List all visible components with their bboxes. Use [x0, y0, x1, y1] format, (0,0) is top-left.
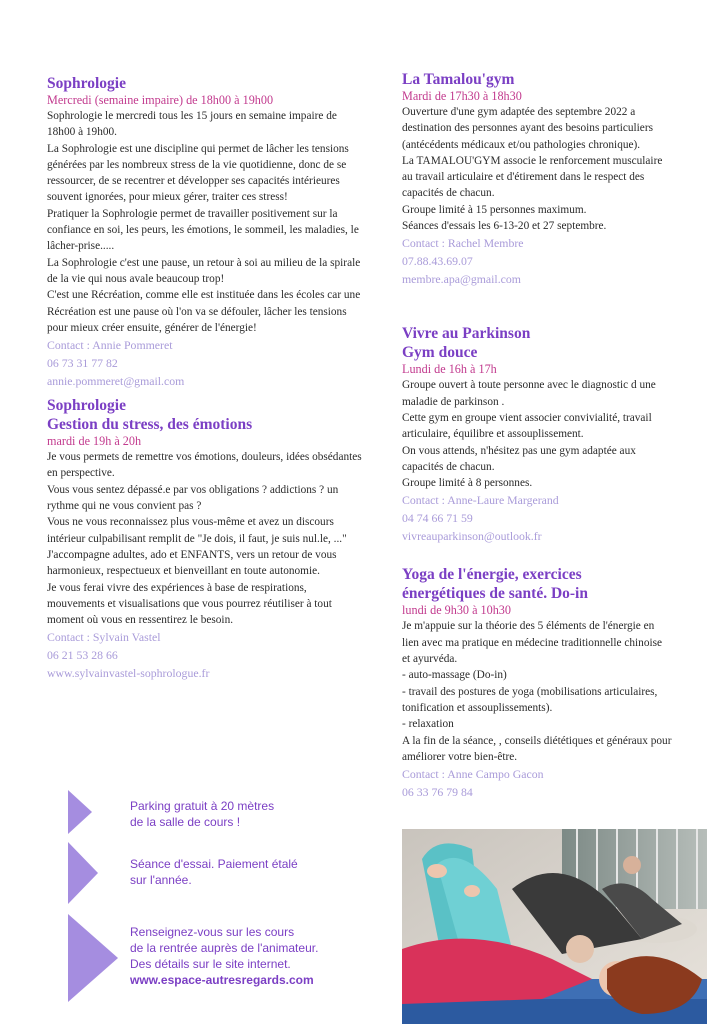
section-title: Sophrologie	[47, 75, 126, 92]
paragraph: On vous attends, n'hésitez pas une gym adaptée aux capacités de chacun.	[402, 444, 636, 473]
gym-class-photo	[402, 829, 707, 1024]
section-schedule: Lundi de 16h à 17h	[402, 362, 497, 377]
contact-name: Contact : Anne-Laure Margerand	[402, 493, 559, 508]
yoga-section	[402, 565, 672, 801]
tamalou-section	[402, 70, 672, 288]
contact-phone[interactable]: 04 74 66 71 59	[402, 511, 473, 526]
section-schedule: mardi de 19h à 20h	[47, 434, 142, 449]
paragraph: Groupe ouvert à toute personne avec le diagnostic d une maladie de parkinson .	[402, 379, 656, 408]
contact-phone[interactable]: 06 73 31 77 82	[47, 356, 118, 371]
parkinson-section	[402, 324, 672, 545]
section-schedule: Mardi de 17h30 à 18h30	[402, 89, 522, 103]
bullet-line: sur l'année.	[130, 873, 192, 887]
paragraph: La Sophrologie c'est une pause, un retour à soi au milieu de la spirale de la vie qui nous avale beaucoup trop!	[47, 256, 361, 285]
paragraph: Je m'appuie sur la théorie des 5 éléments de l'énergie en lien avec ma pratique en médecine traditionnelle chinoise et ayurvéda.	[402, 620, 663, 666]
contact-email[interactable]: annie.pommeret@gmail.com	[47, 374, 185, 389]
section-body	[402, 104, 672, 234]
section-title-line2: énergétiques de santé. Do-in	[402, 585, 588, 603]
paragraph: Je vous ferai vivre des expériences à base de respirations, mouvements et visualisations que vous pourrez réutiliser à tout moment où vous en ressentirez le besoin.	[47, 581, 332, 627]
section-body	[402, 377, 672, 491]
paragraph: Vous ne vous reconnaissez plus vous-même et avez un discours intérieur culpabilisant remplit de "Je dois, il faut, je suis nul.le, ..."	[47, 516, 347, 545]
contact-phone[interactable]: 06 33 76 79 84	[402, 785, 473, 800]
contact-email[interactable]: membre.apa@gmail.com	[402, 272, 521, 287]
paragraph: La Sophrologie est une discipline qui permet de lâcher les tensions générées par les nombreux stress de la vie quotidienne, donc de se ressourcer, de se recentrer et développer ses capacités intérieures souvent ignorées, pour mieux gérer, traiter ces stress!	[47, 142, 349, 204]
paragraph: J'accompagne adultes, ado et ENFANTS, vers un retour de vous harmonieux, respectueux et bienveillant en toute autonomie.	[47, 548, 337, 578]
paragraph: Groupe limité à 8 personnes.	[402, 477, 533, 490]
paragraph: Vous vous sentez dépassé.e par vos obligations ? addictions ? un rythme qui ne vous convient pas ?	[47, 483, 339, 513]
bullet-line: Parking gratuit à 20 mètres	[130, 799, 275, 813]
section-body	[402, 618, 672, 765]
paragraph: Je vous permets de remettre vos émotions, douleurs, idées obsédantes en perspective.	[47, 451, 362, 480]
bullet-line: Renseignez-vous sur les cours	[130, 925, 295, 939]
bullet-line: de la rentrée auprès de l'animateur.	[130, 941, 319, 955]
paragraph: C'est une Récréation, comme elle est instituée dans les écoles car une Récréation est une pause où l'on va se défouler, lâcher les tensions pour mieux créer ensuite, générer de l'énergie!	[47, 289, 361, 334]
contact-name: Contact : Sylvain Vastel	[47, 630, 161, 645]
section-title: La Tamalou'gym	[402, 71, 515, 88]
bullet-line: Des détails sur le site internet.	[130, 957, 291, 971]
contact-email[interactable]: vivreauparkinson@outlook.fr	[402, 529, 542, 544]
section-title: Sophrologie	[47, 397, 126, 415]
paragraph: - auto-massage (Do-in)	[402, 669, 507, 682]
section-schedule: lundi de 9h30 à 10h30	[402, 603, 511, 618]
contact-website[interactable]: www.sylvainvastel-sophrologue.fr	[47, 666, 210, 681]
section-title-line2: Gym douce	[402, 344, 478, 362]
arrow-icon	[68, 914, 120, 1002]
bullet-line: Séance d'essai. Paiement étalé	[130, 857, 298, 871]
paragraph: Cette gym en groupe vient associer convivialité, travail articulaire, équilibre et assouplissement.	[402, 411, 652, 441]
paragraph: Ouverture d'une gym adaptée des septembre 2022 a destination des personnes ayant des besoins particuliers (antécédents médicaux et/ou pathologies chronique).	[402, 106, 653, 151]
gym-class-illustration	[402, 829, 707, 1024]
right-column	[402, 70, 672, 801]
left-column	[47, 74, 365, 682]
contact-phone[interactable]: 06 21 53 28 66	[47, 648, 118, 663]
contact-name: Contact : Anne Campo Gacon	[402, 767, 544, 782]
section-body	[47, 108, 365, 336]
section-schedule: Mercredi (semaine impaire) de 18h00 à 19h00	[47, 93, 274, 107]
bullet-line: de la salle de cours !	[130, 815, 241, 829]
section-body	[47, 449, 365, 628]
paragraph: - travail des postures de yoga (mobilisations articulaires, tonification et assouplissements).	[402, 685, 658, 714]
sophrologie-section	[47, 74, 365, 390]
paragraph: Séances d'essais les 6-13-20 et 27 septembre.	[402, 220, 607, 233]
sophrologie-stress-section	[47, 396, 365, 682]
paragraph: Pratiquer la Sophrologie permet de travailler positivement sur la confiance en soi, les peurs, les émotions, le sommeil, les maladies, le lâcher-prise.....	[47, 207, 359, 253]
paragraph: Groupe limité à 15 personnes maximum.	[402, 203, 587, 216]
contact-name: Contact : Annie Pommeret	[47, 338, 173, 353]
paragraph: - relaxation	[402, 718, 454, 731]
contact-name: Contact : Rachel Membre	[402, 236, 524, 251]
paragraph: La TAMALOU'GYM associe le renforcement musculaire au travail articulaire et d'étirement dans le respect des capacités de chacun.	[402, 154, 663, 200]
section-title: Yoga de l'énergie, exercices	[402, 566, 582, 584]
website-link[interactable]: www.espace-autresregards.com	[130, 973, 314, 987]
arrow-icon	[68, 790, 94, 834]
paragraph: A la fin de la séance, , conseils diététiques et généraux pour améliorer votre bien-être.	[402, 734, 672, 763]
paragraph: Sophrologie le mercredi tous les 15 jours en semaine impaire de 18h00 à 19h00.	[47, 110, 337, 139]
section-title: Vivre au Parkinson	[402, 325, 531, 343]
arrow-icon	[68, 842, 100, 904]
contact-phone[interactable]: 07.88.43.69.07	[402, 254, 473, 269]
section-title-line2: Gestion du stress, des émotions	[47, 416, 253, 434]
